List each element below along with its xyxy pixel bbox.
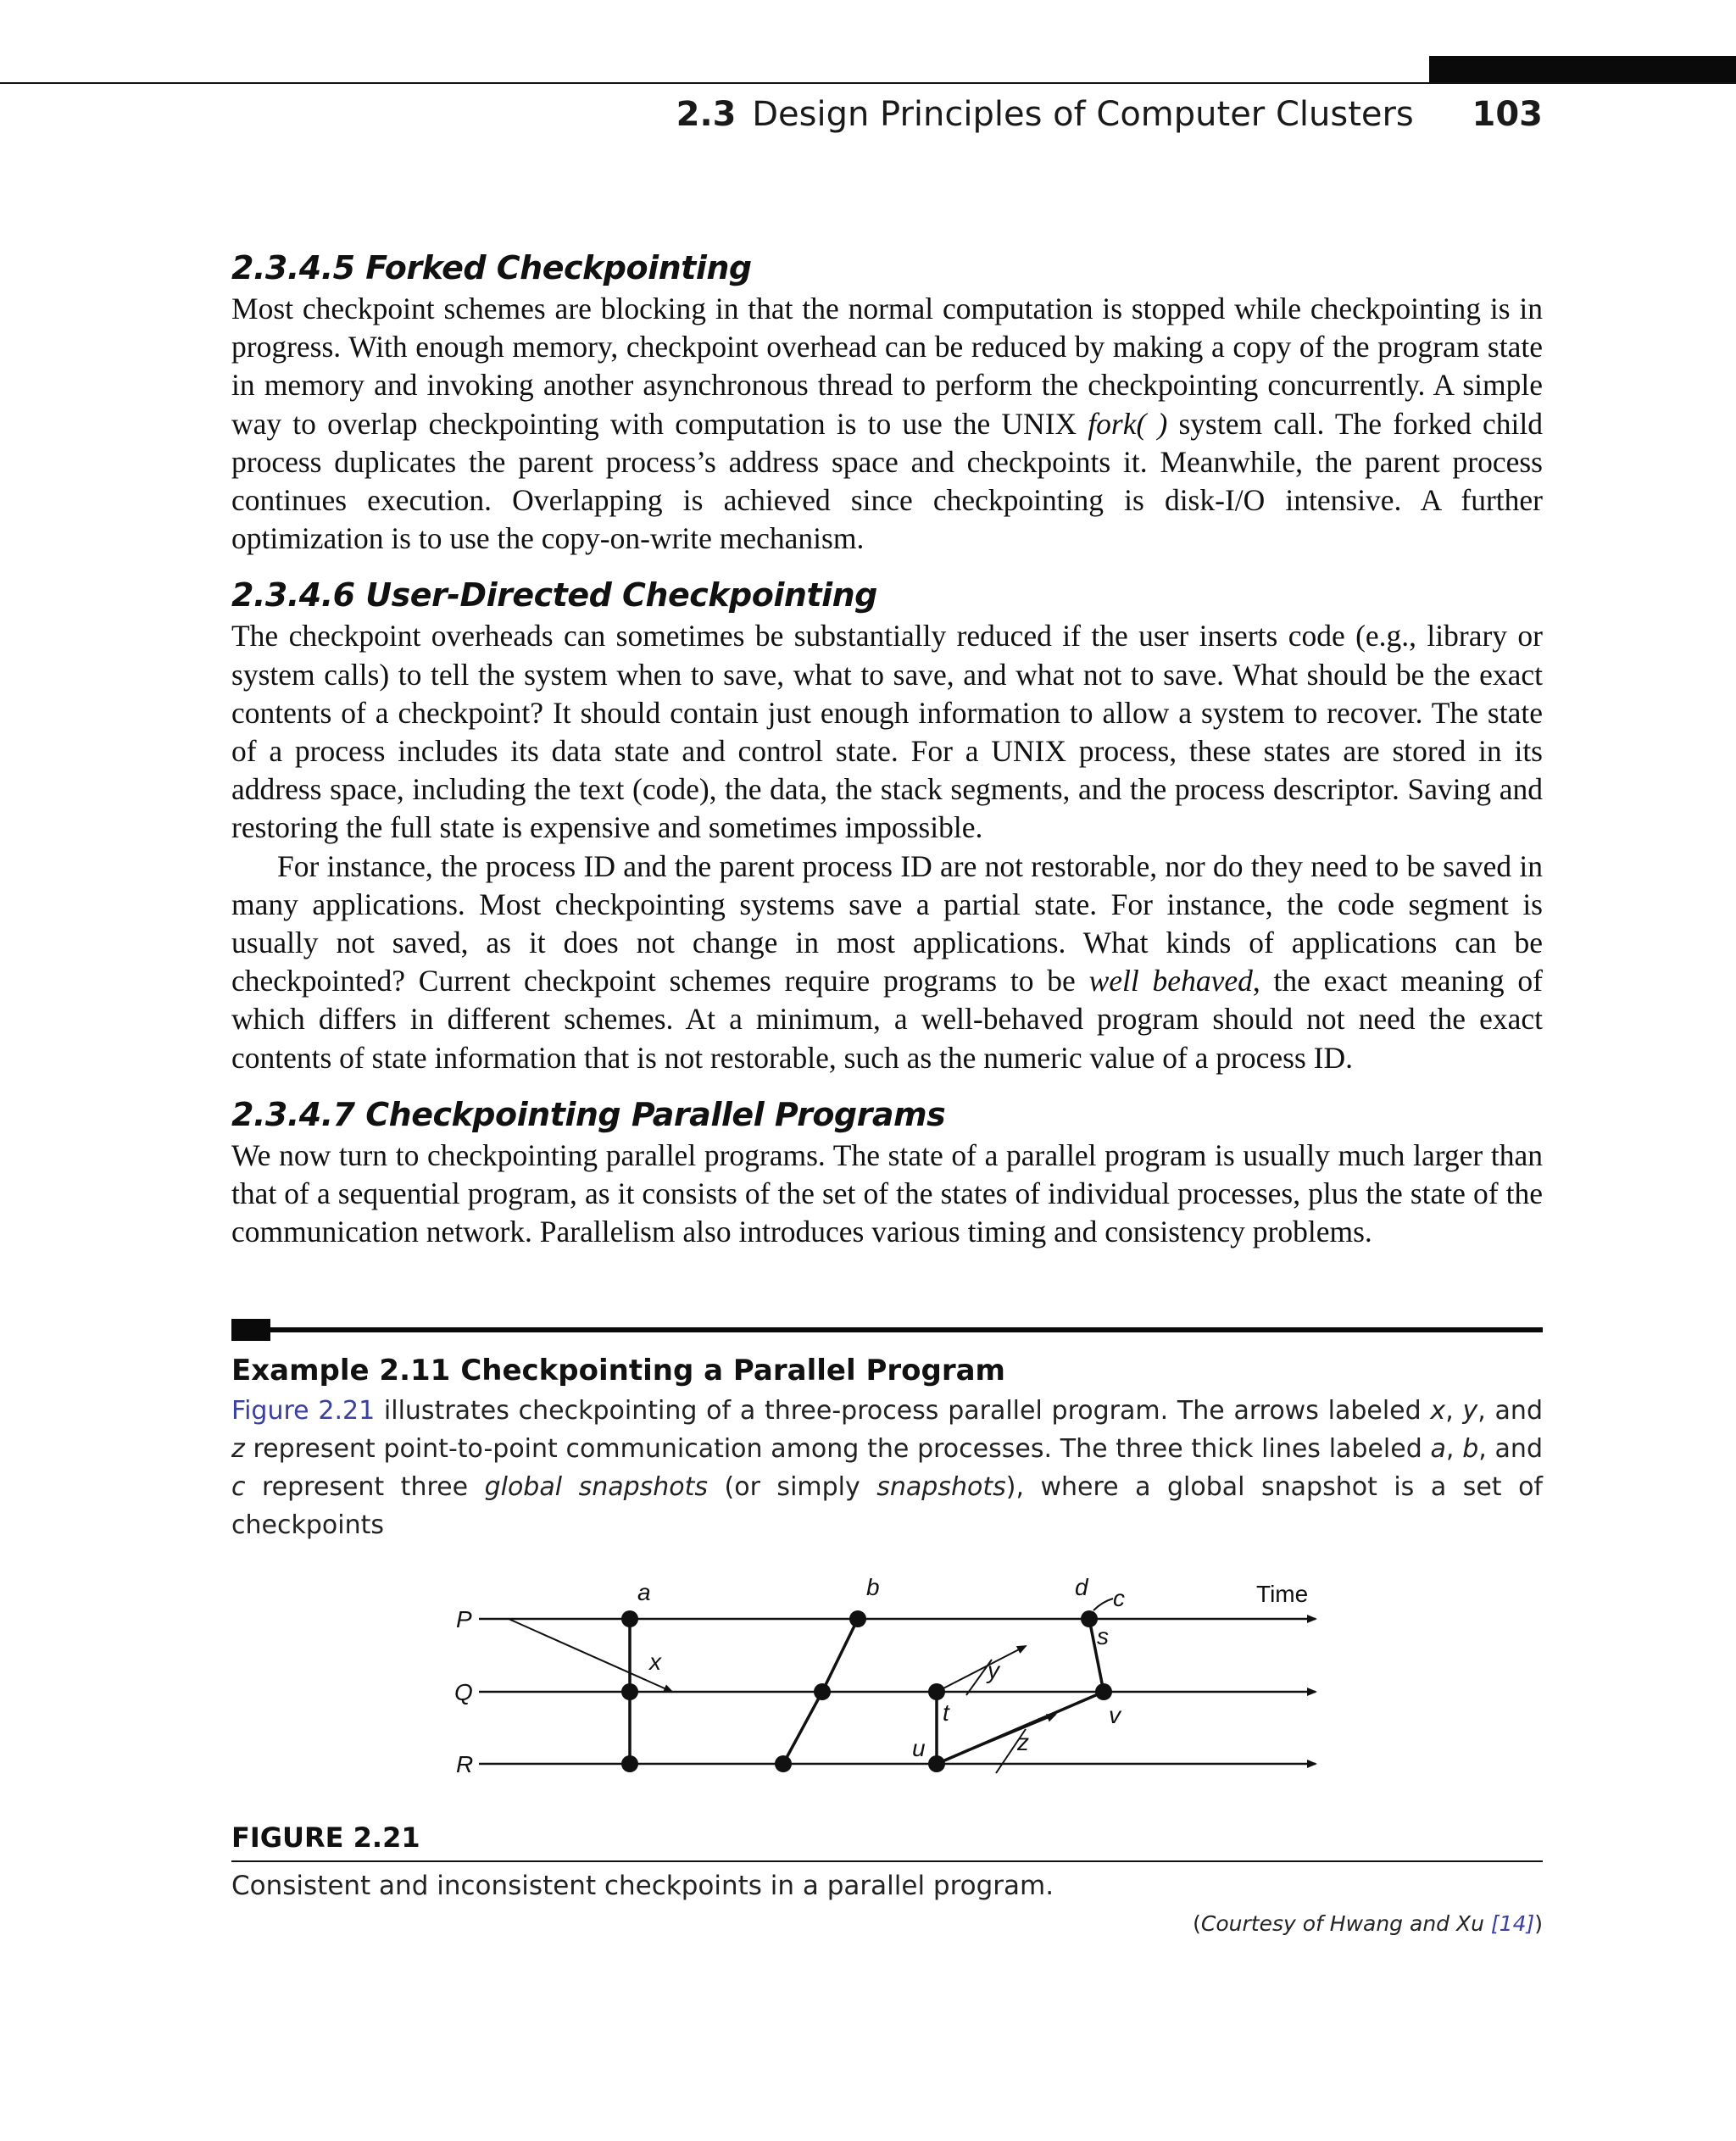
example-heading: Checkpointing a Parallel Program xyxy=(460,1354,1005,1387)
message-arrow-z xyxy=(937,1715,1055,1764)
message-label-y: y xyxy=(988,1657,999,1683)
snapshot-label-c: c xyxy=(1113,1585,1125,1611)
checkpoint-t xyxy=(928,1683,945,1700)
checkpoint-p-a xyxy=(621,1610,638,1627)
checkpoint-r-b xyxy=(775,1755,792,1772)
message-arrow-y xyxy=(937,1646,1026,1692)
header-tab-block xyxy=(1429,56,1736,84)
process-label-r: R xyxy=(456,1751,474,1777)
checkpoint-p-b xyxy=(849,1610,866,1627)
checkpoint-u xyxy=(928,1755,945,1772)
snapshot-label-b: b xyxy=(866,1574,880,1600)
figure-label: FIGURE 2.21 xyxy=(231,1821,420,1854)
checkpoint-label-u: u xyxy=(912,1735,926,1761)
checkpoint-s xyxy=(1081,1610,1098,1627)
paragraph-parallel-programs: We now turn to checkpointing parallel programs. The state of a parallel program is usually much larger than that of a sequential program, as it consists of the set of the states of individual processes, plus the state of the communication network. Parallelism also introduces various timing and consistency problems. xyxy=(231,1137,1543,1249)
snapshot-label-d: d xyxy=(1075,1574,1088,1600)
running-head-section-title: Design Principles of Computer Clusters xyxy=(752,95,1414,134)
process-label-q: Q xyxy=(454,1679,473,1705)
example-label: Example 2.11 xyxy=(231,1354,451,1387)
snapshot-line-b-upper xyxy=(822,1619,858,1692)
running-head xyxy=(676,95,1543,134)
figure-credit: (Courtesy of Hwang and Xu [14]) xyxy=(1193,1911,1543,1936)
checkpoint-q-b xyxy=(814,1683,831,1700)
figure-caption: Consistent and inconsistent checkpoints in a parallel program. xyxy=(231,1871,1054,1901)
figure-2-21-diagram xyxy=(441,1568,1331,1797)
example-marker-block xyxy=(231,1319,270,1341)
example-paragraph: Figure 2.21 illustrates checkpointing of a three-process parallel program. The arrows labeled x, y, and z represent point-to-point communication among the processes. The three thick lines labeled a, b, and c represent three global snapshots (or simply snapshots), where a global snapshot is a set of checkpoints xyxy=(231,1396,1543,1540)
section-heading-forked-checkpointing: 2.3.4.5 Forked Checkpointing xyxy=(231,249,752,286)
well-behaved-term: well behaved xyxy=(1088,964,1253,998)
message-arrow-x xyxy=(509,1619,672,1692)
section-heading-user-directed-checkpointing: 2.3.4.6 User-Directed Checkpointing xyxy=(231,576,877,614)
checkpoint-label-t: t xyxy=(943,1699,949,1726)
paragraph-user-directed-1: The checkpoint overheads can sometimes be substantially reduced if the user inserts code (e.g., library or system calls) to tell the system when to save, what to save, and what not to save. What should be the exact contents of a checkpoint? It should contain just enough information to allow a system to recover. The state of a process includes its data state and control state. For a UNIX process, these states are stored in its address space, including the text (code), the data, the stack segments, and the process descriptor. Saving and restoring the full state is expensive and sometimes impossible. xyxy=(231,619,1543,845)
checkpoint-q-a xyxy=(621,1683,638,1700)
citation-link[interactable]: [14] xyxy=(1490,1911,1535,1936)
time-axis-label: Time xyxy=(1256,1581,1309,1607)
snapshot-line-b-lower xyxy=(783,1692,822,1764)
checkpoint-label-s: s xyxy=(1097,1623,1109,1649)
header-rule xyxy=(0,82,1736,84)
page-number: 103 xyxy=(1472,95,1543,134)
message-label-z: z xyxy=(1017,1729,1029,1755)
example-rule xyxy=(231,1327,1543,1332)
paragraph-forked-checkpointing xyxy=(231,290,1543,558)
paragraph-text: system call. The forked child process duplicates the parent process’s address space and checkpoints it. Meanwhile, the parent process continues execution. Overlapping is achieved since checkpointing is disk-I/O intensive. A further optimization is to use the copy-on-write mechanism. xyxy=(231,406,1543,556)
fork-call-term: fork( ) xyxy=(1088,406,1168,441)
snapshot-label-a: a xyxy=(637,1579,651,1605)
checkpoint-v xyxy=(1095,1683,1112,1700)
figure-caption-rule xyxy=(231,1860,1543,1862)
paragraph-text: For instance, the process ID and the parent process ID are not restorable, nor do they need to be saved in many applications. Most checkpointing systems save a partial state. For instance, the code segment is usually not saved, as it does not change in most applications. What kinds of applications can be checkpointed? Current checkpoint schemes require programs to be xyxy=(231,848,1543,998)
checkpoint-label-v: v xyxy=(1109,1702,1121,1728)
process-label-p: P xyxy=(456,1606,472,1632)
paragraph-text: , the exact meaning of which differs in different schemes. At a minimum, a well-behaved program should not need the exact contents of state information that is not restorable, such as the numeric value of a process ID. xyxy=(231,964,1543,1075)
running-head-section-number: 2.3 xyxy=(676,95,737,134)
figure-reference-link[interactable]: Figure 2.21 xyxy=(231,1396,376,1426)
paragraph-user-directed-2 xyxy=(231,848,1543,1077)
example-title xyxy=(231,1354,1005,1387)
body-content xyxy=(231,246,1543,1251)
checkpoint-r-a xyxy=(621,1755,638,1772)
section-heading-parallel-programs: 2.3.4.7 Checkpointing Parallel Programs xyxy=(231,1095,946,1133)
paragraph-text: Most checkpoint schemes are blocking in that the normal computation is stopped while checkpointing is in progress. With enough memory, checkpoint overhead can be reduced by making a copy of the program state in memory and invoking another asynchronous thread to perform the checkpointing concurrently. A simple way to overlap checkpointing with computation is to use the UNIX xyxy=(231,292,1543,441)
message-label-x: x xyxy=(649,1649,661,1675)
snapshot-c-pointer xyxy=(1093,1599,1113,1610)
